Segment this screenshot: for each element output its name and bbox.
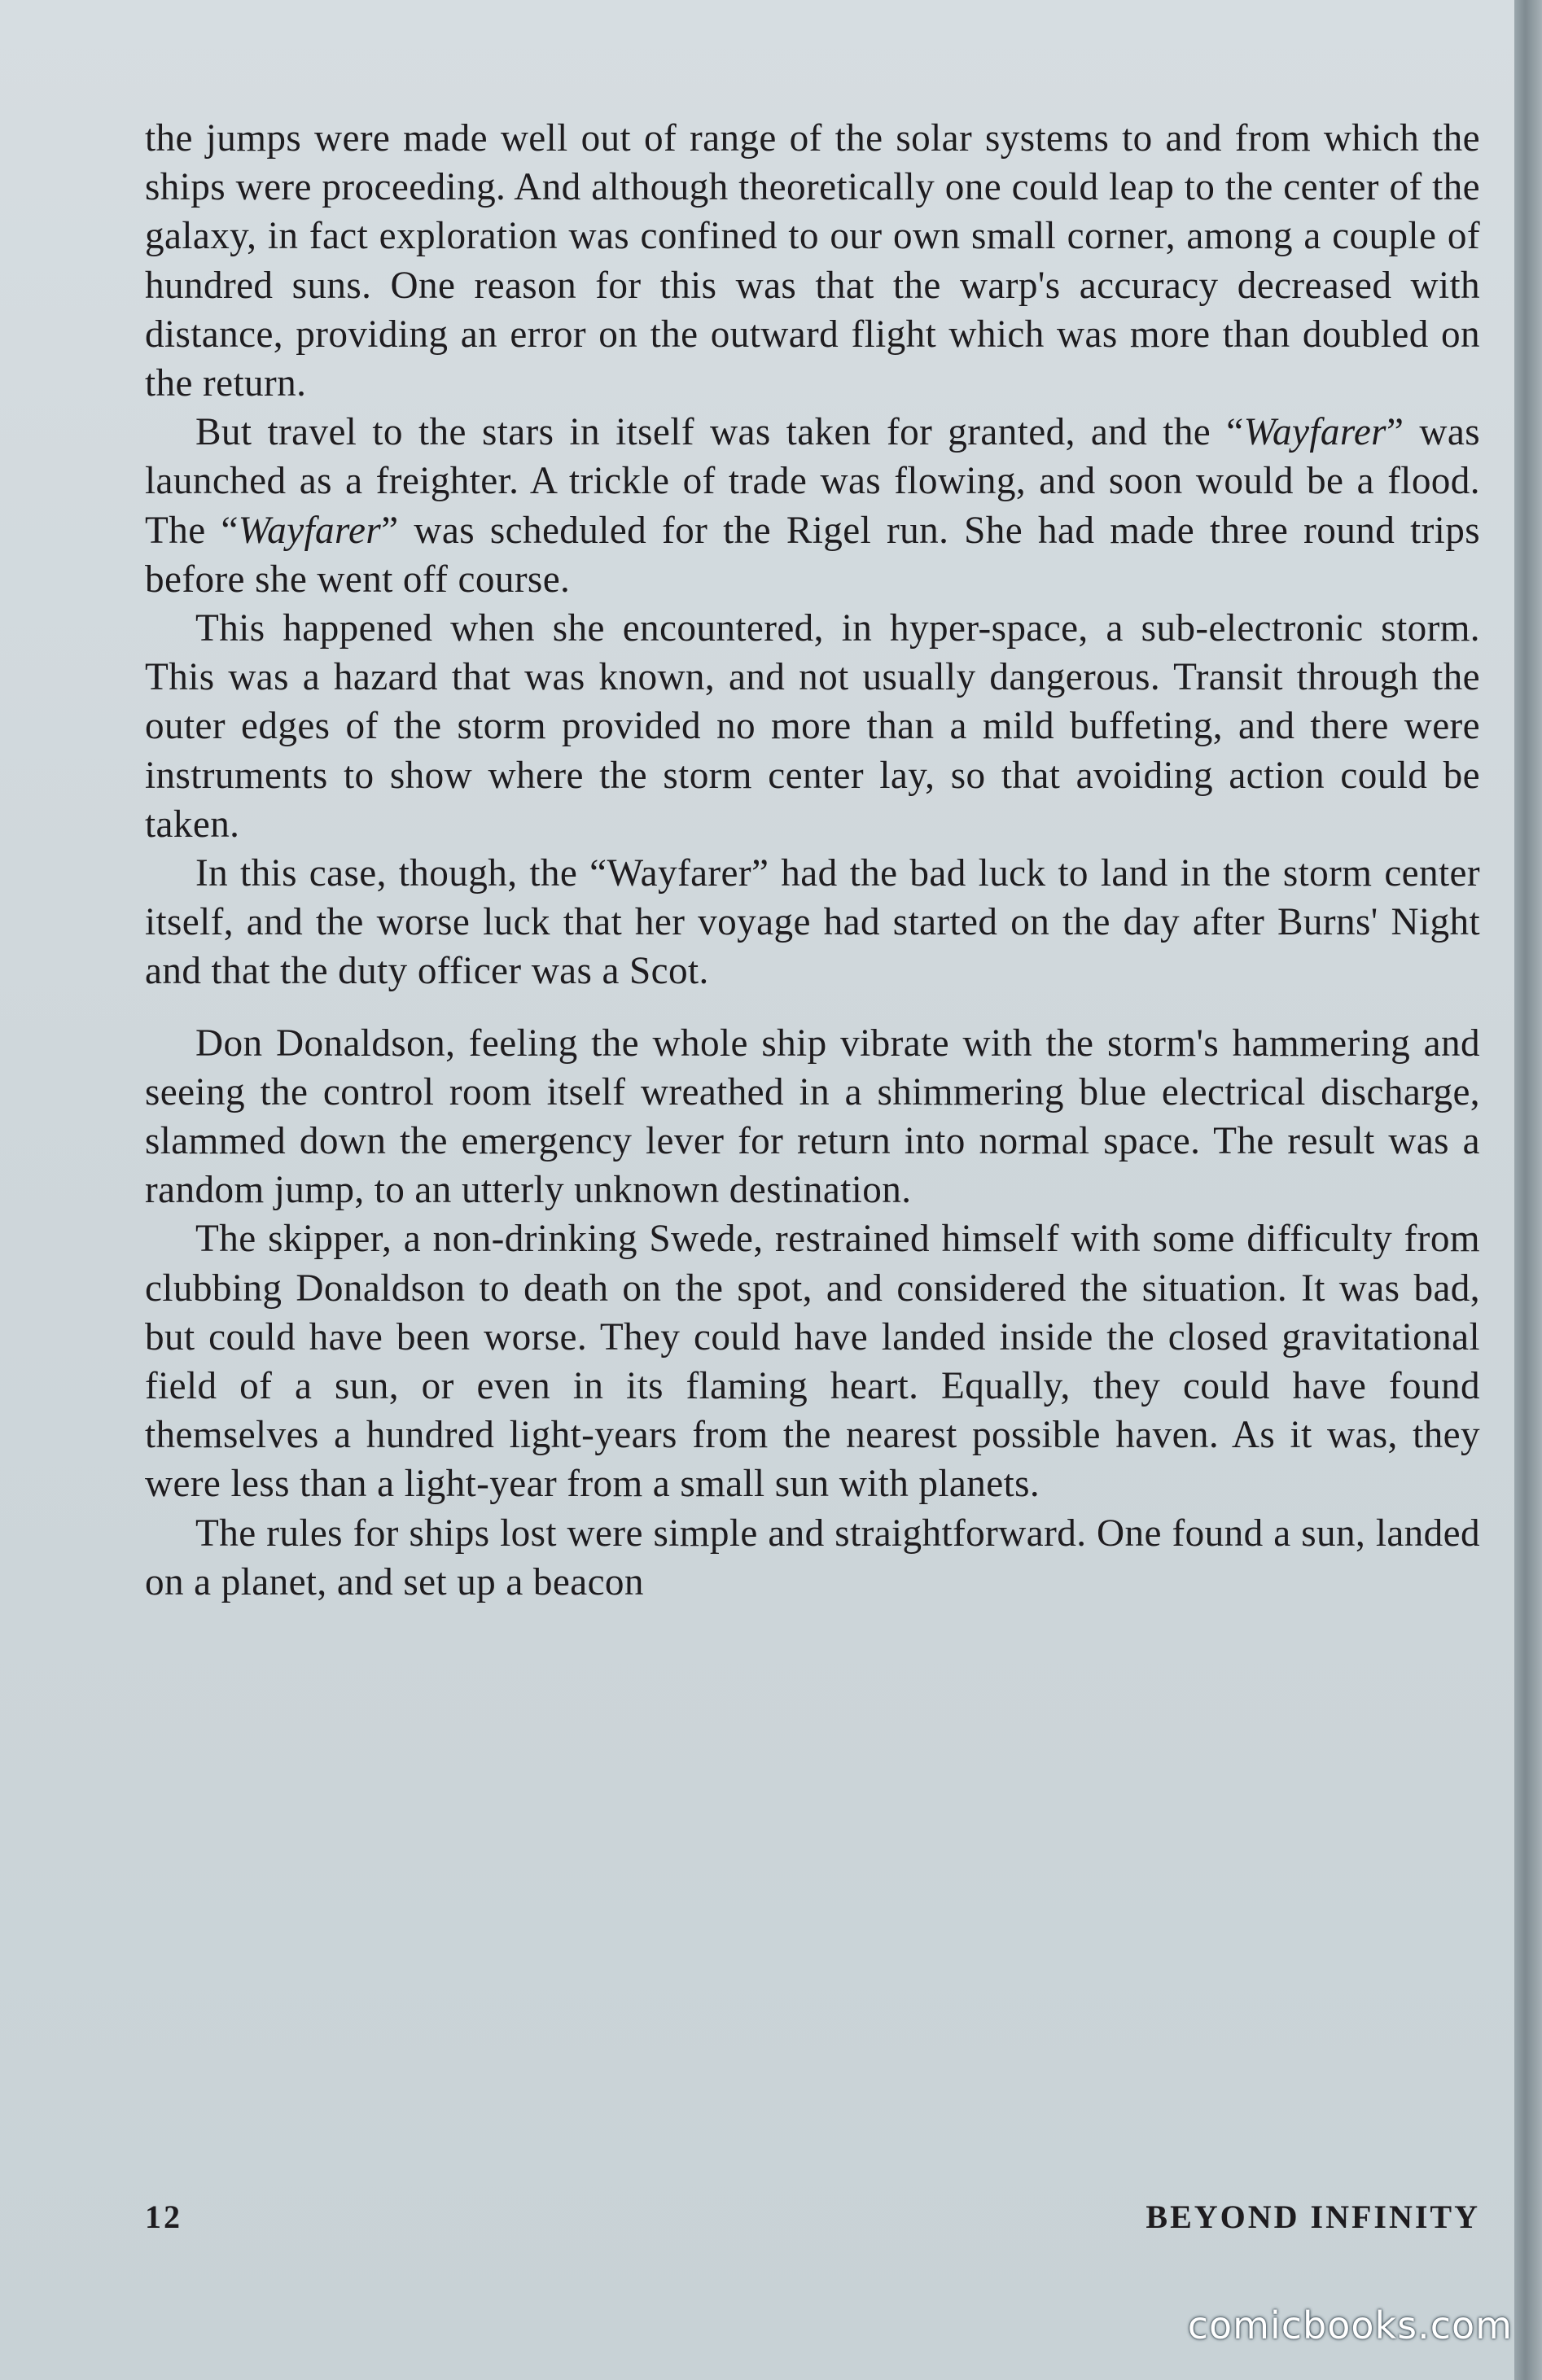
paragraph: But travel to the stars in itself was taken for granted, and the “Wayfarer” was launched as a freighter. A trickle of trade was flowing, and soon would be a flood. The “Wayfarer” was scheduled for the Rigel run. She had made three round trips before she went off course. [145, 411, 1480, 601]
running-title: BEYOND INFINITY [1146, 2198, 1480, 2235]
body-text [145, 114, 1480, 1607]
paragraph: The rules for ships lost were simple and straightforward. One found a sun, landed on a planet, and set up a beacon [145, 1512, 1480, 1603]
ship-name-italic: Wayfarer [1243, 411, 1386, 454]
page-edge [1514, 0, 1542, 2380]
page-footer [145, 2198, 1480, 2247]
watermark-logo: comicbooks.com [1187, 2303, 1513, 2347]
paragraph: the jumps were made well out of range of the solar systems to and from which the ships were proceeding. And although theoretically one could leap to the center of the galaxy, in fact exploration was confined to our own small corner, among a couple of hundred suns. One reason for this was that the warp's accuracy decreased with distance, providing an error on the outward flight which was more than doubled on the return. [145, 117, 1480, 405]
paragraph: This happened when she encountered, in hyper-space, a sub-electronic storm. This was a hazard that was known, and not usually dangerous. Transit through the outer edges of the storm provided no more than a mild buffeting, and there were instruments to show where the storm center lay, so that avoiding action could be taken. [145, 607, 1480, 846]
paragraph: Don Donaldson, feeling the whole ship vibrate with the storm's hammering and seeing the control room itself wreathed in a shimmering blue electrical discharge, slammed down the emergency lever for return into normal space. The result was a random jump, to an utterly unknown destination. [145, 1022, 1480, 1212]
paragraph: In this case, though, the “Wayfarer” had the bad luck to land in the storm center itself, and the worse luck that her voyage had started on the day after Burns' Night and that the duty officer was a Scot. [145, 852, 1480, 993]
ship-name-italic: Wayfarer [238, 509, 382, 552]
paragraph: The skipper, a non-drinking Swede, restrained himself with some difficulty from clubbing Donaldson to death on the spot, and considered the situation. It was bad, but could have been worse. They could have landed inside the closed gravitational field of a sun, or even in its flaming heart. Equally, they could have found themselves a hundred light-years from the nearest possible haven. As it was, they were less than a light-year from a small sun with planets. [145, 1218, 1480, 1506]
page-number: 12 [145, 2198, 182, 2235]
